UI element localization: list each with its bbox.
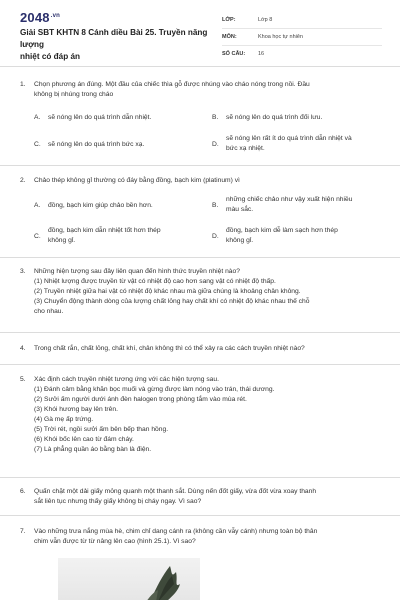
question-sub-item: cho nhau. (34, 308, 64, 315)
question-stem-line: không bị nhúng trong cháo (34, 91, 114, 98)
question-sub-item: (3) Khói hương bay lên trên. (34, 406, 118, 413)
meta-row-socau (222, 46, 382, 62)
question-stem-line: Quấn chặt một dải giấy mỏng quanh một thanh sắt. Dùng nến đốt giấy, vừa đốt vừa xoay thanh (34, 488, 317, 495)
question-number: 6. (20, 488, 26, 495)
meta-row-lop (222, 12, 382, 29)
question-divider (0, 165, 400, 166)
question-sub-item: (6) Khói bốc lên cao từ đám cháy. (34, 436, 134, 443)
question-sub-item: (4) Gà mẹ ấp trứng. (34, 416, 94, 423)
bird-icon (58, 558, 200, 600)
question-sub-item: (3) Chuyển động thành dòng của lượng chất lỏng hay chất khí có nhiệt độ khác nhau thế chỗ (34, 298, 310, 305)
option-label: A. (34, 114, 41, 121)
question-sub-item: (1) Đánh cảm bằng khăn bọc muối và gừng được làm nóng vào trán, thái dương. (34, 386, 275, 393)
meta-value-socau: 16 (258, 51, 265, 57)
title-line-2: nhiệt có đáp án (20, 52, 81, 61)
question-stem-line: Chọn phương án đúng. Một đầu của chiếc thìa gỗ được nhúng vào cháo nóng trong nồi. Đầu (34, 81, 310, 88)
question-number: 5. (20, 376, 26, 383)
meta-value-mon: Khoa học tự nhiên (258, 34, 303, 40)
bird-figure-image (58, 558, 200, 600)
meta-label-lop: LỚP: (222, 17, 236, 23)
question-divider (0, 332, 400, 333)
question-number: 2. (20, 177, 26, 184)
meta-table (222, 12, 382, 62)
title-line-1: Giải SBT KHTN 8 Cánh diều Bài 25. Truyền năng lượng (20, 28, 208, 49)
option-text: sẽ nóng lên do quá trình đối lưu. (226, 114, 323, 121)
option-text: sẽ nóng lên do quá trình dẫn nhiệt. (48, 114, 152, 121)
option-label: D. (212, 141, 219, 148)
meta-label-socau: SỐ CÂU: (222, 51, 246, 57)
question-sub-item: (2) Truyền nhiệt giữa hai vật có nhiệt độ khác nhau mà giữa chúng là khoảng chân không. (34, 288, 301, 295)
option-label: A. (34, 202, 41, 209)
header-divider (0, 66, 400, 67)
meta-value-lop: Lớp 8 (258, 17, 273, 23)
option-label: B. (212, 114, 219, 121)
question-sub-item: (5) Trời rét, ngồi sưởi ấm bên bếp than hồng. (34, 426, 169, 433)
question-stem-line: Trong chất rắn, chất lỏng, chất khí, chân không thì có thể xảy ra các cách truyền nhiệt nào? (34, 345, 305, 352)
site-logo[interactable] (20, 10, 60, 25)
option-text-line: những chiếc chảo như vậy xuất hiện nhiều (226, 196, 353, 203)
question-number: 3. (20, 268, 26, 275)
question-stem-line: chim vẫn được từ từ nâng lên cao (hình 25.1). Vì sao? (34, 538, 196, 545)
option-text: đồng, bạch kim giúp chảo bền hơn. (48, 202, 153, 209)
question-sub-item: (7) Là phẳng quần áo bằng bàn là điện. (34, 446, 152, 453)
option-text-line: màu sắc. (226, 206, 254, 213)
option-text-line: đồng, bạch kim dẫn nhiệt tốt hơn thép (48, 227, 161, 234)
question-stem-line: Vào những trưa nắng mùa hè, chim chỉ dang cánh ra (không cần vẫy cánh) nhưng toàn bộ thân (34, 528, 318, 535)
option-text-line: không gỉ. (226, 237, 254, 244)
option-text-line: bức xạ nhiệt. (226, 145, 265, 152)
question-stem-line: Chảo thép không gỉ thường có đáy bằng đồng, bạch kim (platinum) vì (34, 177, 240, 184)
question-sub-item: (2) Sưởi ấm người dưới ánh đèn halogen trong phòng tắm vào mùa rét. (34, 396, 247, 403)
option-text-line: sẽ nóng lên rất ít do quá trình dẫn nhiệt và (226, 135, 352, 142)
question-divider (0, 364, 400, 365)
question-stem-line: sắt liên tục nhưng thấy giấy không bị cháy ngay. Vì sao? (34, 498, 202, 505)
question-number: 7. (20, 528, 26, 535)
page-header (0, 0, 400, 64)
question-stem-line: Những hiện tượng sau đây liên quan đến hình thức truyền nhiệt nào? (34, 268, 240, 275)
option-label: D. (212, 233, 219, 240)
option-text: sẽ nóng lên do quá trình bức xạ. (48, 141, 145, 148)
logo-main-text: 2048 (20, 10, 50, 25)
question-divider (0, 257, 400, 258)
option-label: B. (212, 202, 219, 209)
question-divider (0, 477, 400, 478)
document-title (20, 27, 220, 63)
question-stem-line: Xác định cách truyền nhiệt tương ứng với các hiện tượng sau. (34, 376, 219, 383)
option-label: C. (34, 141, 41, 148)
question-divider (0, 515, 400, 516)
meta-label-mon: MÔN: (222, 34, 237, 40)
option-text-line: đồng, bạch kim dễ làm sạch hơn thép (226, 227, 338, 234)
meta-row-mon (222, 29, 382, 46)
question-sub-item: (1) Nhiệt lượng được truyền từ vật có nhiệt độ cao hơn sang vật có nhiệt độ thấp. (34, 278, 276, 285)
question-number: 4. (20, 345, 26, 352)
option-label: C. (34, 233, 41, 240)
question-number: 1. (20, 81, 26, 88)
option-text-line: không gỉ. (48, 237, 76, 244)
logo-domain-text: .vn (50, 12, 61, 19)
